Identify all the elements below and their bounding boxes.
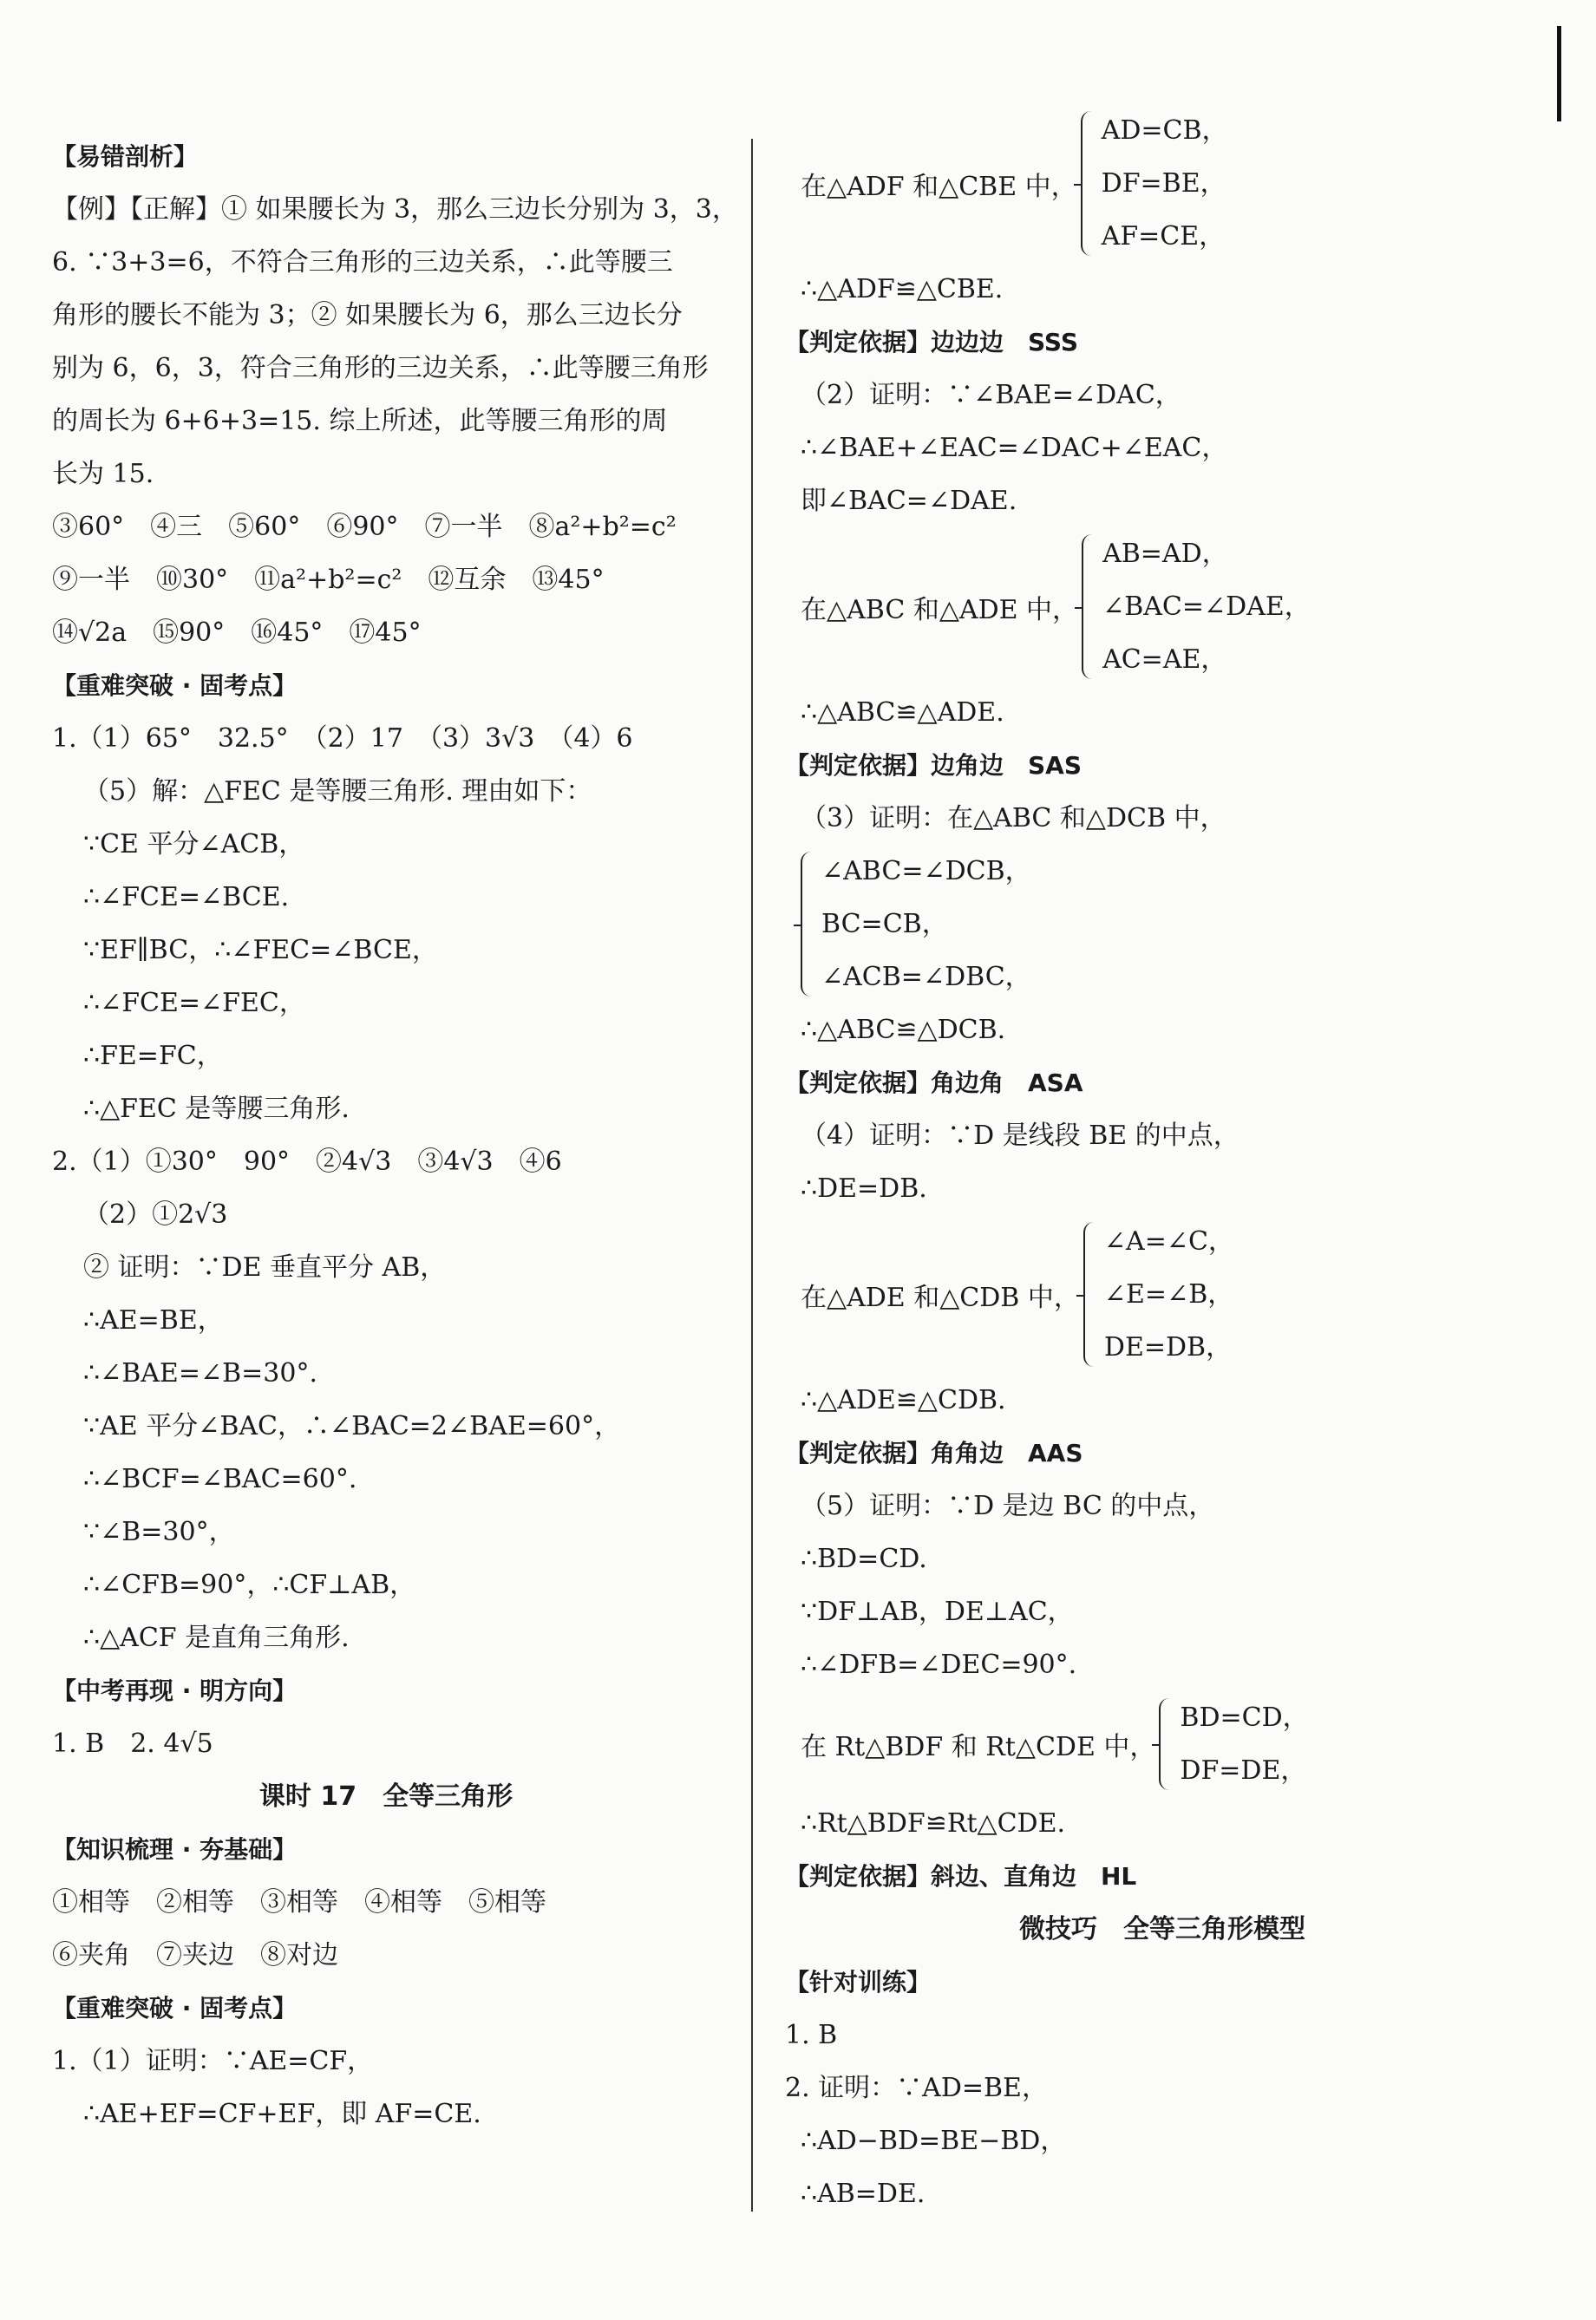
section-heading-exam-review: 【中考再现 · 明方向】 <box>52 1676 298 1705</box>
brace <box>1159 1698 1174 1790</box>
system-3-eq-3: ∠ACB=∠DBC， <box>821 962 1031 992</box>
system-2-lead: 在△ABC 和△ADE 中， <box>801 594 1079 625</box>
system-1-lead: 在△ADF 和△CBE 中， <box>801 171 1077 202</box>
conclusion-3: ∴△ABC≌△DCB. <box>801 1015 1006 1045</box>
proof-5-line-1: （5）证明：∵D 是边 BC 的中点， <box>801 1491 1215 1521</box>
basis-4: 【判定依据】角角边 AAS <box>785 1439 1083 1467</box>
system-3 <box>785 845 1540 1003</box>
practice-proof-line-1: 2. 证明：∵AD=BE， <box>785 2073 1048 2103</box>
system-2 <box>785 527 1540 686</box>
proof-2-line-2: ∴∠BAE+∠EAC=∠DAC+∠EAC， <box>801 433 1228 463</box>
left-column <box>52 130 738 2140</box>
q2-2-line-3: ∴AE=BE， <box>83 1305 224 1336</box>
practice-proof-line-3: ∴AB=DE. <box>801 2179 926 2209</box>
system-1-eq-2: DF=BE， <box>1101 168 1226 199</box>
system-5-lead: 在 Rt△BDF 和 Rt△CDE 中， <box>801 1732 1156 1762</box>
proof-5-line-2: ∴BD=CD. <box>801 1544 927 1574</box>
section-heading-key-points-2: 【重难突破 · 固考点】 <box>52 1994 298 2023</box>
q1-5-line-2: ∵CE 平分∠ACB， <box>83 829 305 859</box>
system-4-lead: 在△ADE 和△CDB 中， <box>801 1282 1080 1313</box>
proof-1-line-1: 1.（1）证明：∵AE=CF， <box>52 2046 374 2076</box>
example-line-5: 的周长为 6+6+3=15. 综上所述，此等腰三角形的周 <box>52 406 668 436</box>
q1-5-line-5: ∴∠FCE=∠FEC， <box>83 988 305 1018</box>
proof-1-line-2: ∴AE+EF=CF+EF，即 AF=CE. <box>83 2099 481 2129</box>
basis-1: 【判定依据】边边边 SSS <box>785 328 1078 356</box>
system-1 <box>785 104 1540 263</box>
q2-2-line-4: ∴∠BAE=∠B=30°. <box>83 1358 317 1389</box>
system-4 <box>785 1215 1540 1374</box>
system-1-eq-1: AD=CB， <box>1101 115 1228 146</box>
q2-2-line-7: ∵∠B=30°， <box>83 1517 235 1547</box>
conclusion-1: ∴△ADF≌△CBE. <box>801 274 1004 304</box>
q2-2-line-1: （2）①2√3 <box>83 1199 228 1230</box>
knowledge-line-1: ①相等 ②相等 ③相等 ④相等 ⑤相等 <box>52 1887 546 1918</box>
conclusion-4: ∴△ADE≌△CDB. <box>801 1385 1006 1415</box>
section-heading-practice: 【针对训练】 <box>785 1968 932 1997</box>
right-column <box>785 115 1540 2220</box>
system-3-eq-2: BC=CB， <box>821 909 948 939</box>
basis-2: 【判定依据】边角边 SAS <box>785 751 1083 780</box>
answers-line-3: ⑭√2a ⑮90° ⑯45° ⑰45° <box>52 618 422 648</box>
proof-4-line-2: ∴DE=DB. <box>801 1173 927 1204</box>
system-3-eq-1: ∠ABC=∠DCB， <box>821 856 1031 886</box>
answers-line-1: ③60° ④三 ⑤60° ⑥90° ⑦一半 ⑧a²+b²=c² <box>52 512 677 542</box>
knowledge-line-2: ⑥夹角 ⑦夹边 ⑧对边 <box>52 1940 338 1970</box>
tips-title: 微技巧 全等三角形模型 <box>1019 1914 1305 1944</box>
system-5-eq-2: DF=DE， <box>1180 1755 1307 1786</box>
section-heading-key-points: 【重难突破 · 固考点】 <box>52 671 298 700</box>
practice-proof-line-2: ∴AD−BD=BE−BD， <box>801 2126 1067 2156</box>
q1-5-line-6: ∴FE=FC， <box>83 1041 223 1071</box>
proof-4-line-1: （4）证明：∵D 是线段 BE 的中点， <box>801 1121 1240 1151</box>
brace <box>801 852 816 997</box>
brace <box>1083 1222 1099 1367</box>
q2-2-line-8: ∴∠CFB=90°，∴CF⊥AB， <box>83 1570 416 1600</box>
example-line-6: 长为 15. <box>52 459 154 489</box>
q1-answers: 1.（1）65° 32.5° （2）17 （3）3√3 （4）6 <box>52 723 633 754</box>
system-2-eq-1: AB=AD， <box>1102 539 1228 569</box>
q2-2-line-6: ∴∠BCF=∠BAC=60°. <box>83 1464 357 1494</box>
exam-answers: 1. B 2. 4√5 <box>52 1729 213 1759</box>
system-5 <box>785 1691 1540 1797</box>
proof-5-line-3: ∵DF⊥AB，DE⊥AC， <box>801 1597 1074 1627</box>
basis-5: 【判定依据】斜边、直角边 HL <box>785 1862 1137 1891</box>
q2-answers: 2.（1）①30° 90° ②4√3 ③4√3 ④6 <box>52 1147 562 1177</box>
example-line-4: 别为 6，6，3，符合三角形的三边关系，∴此等腰三角形 <box>52 353 709 383</box>
answers-line-2: ⑨一半 ⑩30° ⑪a²+b²=c² ⑫互余 ⑬45° <box>52 565 605 595</box>
practice-answer-1: 1. B <box>785 2020 838 2050</box>
system-4-eq-2: ∠E=∠B， <box>1103 1279 1234 1310</box>
section-heading-knowledge: 【知识梳理 · 夯基础】 <box>52 1835 298 1864</box>
system-4-eq-3: DE=DB， <box>1103 1332 1233 1363</box>
system-4-eq-1: ∠A=∠C， <box>1103 1226 1234 1257</box>
q1-5-line-4: ∵EF∥BC，∴∠FEC=∠BCE， <box>83 935 438 965</box>
q2-2-line-2: ② 证明：∵DE 垂直平分 AB， <box>83 1252 447 1283</box>
q1-5-line-7: ∴△FEC 是等腰三角形. <box>83 1094 350 1124</box>
proof-2-line-3: 即∠BAC=∠DAE. <box>801 486 1017 516</box>
system-2-eq-2: ∠BAC=∠DAE， <box>1102 591 1311 622</box>
proof-3-line-1: （3）证明：在△ABC 和△DCB 中， <box>801 803 1226 833</box>
conclusion-5: ∴Rt△BDF≌Rt△CDE. <box>801 1808 1066 1839</box>
proof-5-line-4: ∴∠DFB=∠DEC=90°. <box>801 1650 1077 1680</box>
conclusion-2: ∴△ABC≌△ADE. <box>801 697 1004 728</box>
brace <box>1081 111 1096 256</box>
column-divider <box>751 139 753 2212</box>
system-1-eq-3: AF=CE， <box>1101 221 1226 252</box>
q2-2-line-9: ∴△ACF 是直角三角形. <box>83 1623 350 1653</box>
example-line-3: 角形的腰长不能为 3；② 如果腰长为 6，那么三边长分 <box>52 300 683 330</box>
brace <box>1082 534 1097 679</box>
q1-5-line-3: ∴∠FCE=∠BCE. <box>83 882 290 912</box>
example-line-2: 6. ∵3+3=6，不符合三角形的三边关系，∴此等腰三 <box>52 247 673 278</box>
system-5-eq-1: BD=CD， <box>1180 1702 1309 1733</box>
q2-2-line-5: ∵AE 平分∠BAC，∴∠BAC=2∠BAE=60°， <box>83 1411 621 1441</box>
basis-3: 【判定依据】角边角 ASA <box>785 1069 1083 1097</box>
section-heading-error-analysis: 【易错剖析】 <box>52 142 199 171</box>
page-edge-mark <box>1557 26 1561 121</box>
proof-2-line-1: （2）证明：∵∠BAE=∠DAC， <box>801 380 1181 410</box>
lesson-title: 课时 17 全等三角形 <box>258 1781 513 1812</box>
q1-5-line-1: （5）解：△FEC 是等腰三角形. 理由如下： <box>83 776 592 807</box>
example-line-1: 【例】【正解】① 如果腰长为 3，那么三边长分别为 3，3， <box>52 194 738 225</box>
system-2-eq-3: AC=AE， <box>1102 644 1227 675</box>
